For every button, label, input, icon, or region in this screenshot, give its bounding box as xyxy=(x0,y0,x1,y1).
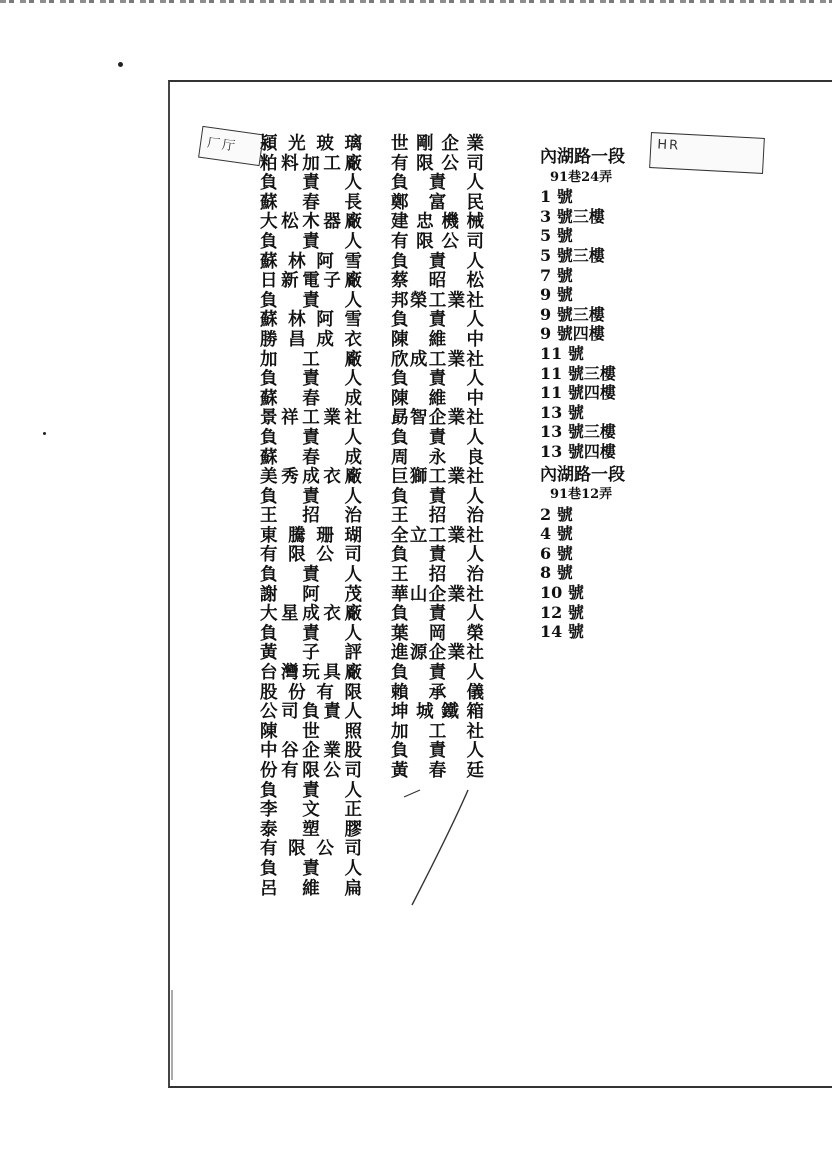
address-number: 9 號四樓 xyxy=(540,324,605,344)
business-line: 建 忠 機 械 xyxy=(391,212,484,233)
business-line: 蘇 春 成 xyxy=(260,388,362,409)
address-number: 14 號 xyxy=(540,622,584,642)
address-number: 4 號 xyxy=(540,524,573,544)
stamp-left: 厂厅 xyxy=(198,126,264,166)
business-line: 負 責 人 xyxy=(391,604,484,625)
business-line: 份 有 限 公 司 xyxy=(260,761,362,781)
business-line: 負 責 人 xyxy=(260,623,362,644)
business-line: 美 秀 成 衣 廠 xyxy=(260,467,362,488)
address-number: 13 號 xyxy=(540,402,584,422)
business-line: 負 責 人 xyxy=(391,310,484,331)
business-line: 黃 子 評 xyxy=(260,643,362,664)
business-line: 呂 維 扁 xyxy=(260,878,362,899)
business-line: 蘇 林 阿 雪 xyxy=(260,251,362,272)
address-number: 9 號三樓 xyxy=(540,304,605,324)
address-number: 6 號 xyxy=(540,543,573,563)
business-line: 勝 昌 成 衣 xyxy=(260,329,362,350)
business-line: 負 責 人 xyxy=(260,486,362,507)
business-line: 鄭 富 民 xyxy=(391,192,484,213)
business-line: 景 祥 工 業 社 xyxy=(260,408,362,429)
business-line: 負 責 人 xyxy=(391,173,484,194)
business-line: 負 責 人 xyxy=(260,565,362,586)
business-line: 陳 維 中 xyxy=(391,388,484,409)
business-line: 李 文 正 xyxy=(260,800,362,821)
lane-name: 91巷12弄 xyxy=(550,487,613,503)
business-line: 負 責 人 xyxy=(391,427,484,448)
business-line: 謝 阿 茂 xyxy=(260,584,362,605)
stamp-right: HR xyxy=(649,132,765,174)
business-line: 負 責 人 xyxy=(260,369,362,390)
address-number: 1 號 xyxy=(540,187,573,207)
business-line: 蘇 林 阿 雪 xyxy=(260,310,362,331)
address-number: 8 號 xyxy=(540,563,573,583)
business-line: 負 責 人 xyxy=(391,486,484,507)
road-name: 內湖路一段 xyxy=(540,147,625,167)
business-line: 負 責 人 xyxy=(260,290,362,311)
business-line: 加 工 社 xyxy=(391,721,484,742)
business-line: 蔡 昭 松 xyxy=(391,271,484,292)
address-number: 5 號三樓 xyxy=(540,245,605,265)
scan-speck xyxy=(43,432,46,435)
business-line: 負 責 人 xyxy=(391,741,484,762)
business-line: 有 限 公 司 xyxy=(391,231,484,252)
scan-edge xyxy=(0,0,832,3)
address-number: 3 號三樓 xyxy=(540,206,605,226)
business-line: 陳 維 中 xyxy=(391,329,484,350)
address-number: 10 號 xyxy=(540,583,584,603)
business-line: 周 永 良 xyxy=(391,447,484,468)
business-line: 負 責 人 xyxy=(391,545,484,566)
business-line: 進 源 企 業 社 xyxy=(391,643,484,664)
business-line: 王 招 治 xyxy=(391,506,484,527)
scan-speck xyxy=(118,62,123,67)
business-line: 東 騰 珊 瑚 xyxy=(260,525,362,546)
column-b-businesses xyxy=(391,135,484,782)
business-line: 負 責 人 xyxy=(260,858,362,879)
business-line: 王 招 治 xyxy=(391,565,484,586)
business-line: 巨 獅 工 業 社 xyxy=(391,467,484,488)
address-number: 2 號 xyxy=(540,504,573,524)
business-line: 有 限 公 司 xyxy=(260,839,362,860)
business-line: 大 松 木 器 廠 xyxy=(260,212,362,233)
address-number: 11 號三樓 xyxy=(540,363,616,383)
address-number: 11 號 xyxy=(540,343,584,363)
business-line: 大 星 成 衣 廠 xyxy=(260,604,362,625)
business-line: 泰 塑 膠 xyxy=(260,819,362,840)
business-line: 賴 承 儀 xyxy=(391,682,484,703)
business-line: 股 份 有 限 xyxy=(260,682,362,703)
business-line: 世 剛 企 業 xyxy=(391,134,484,154)
business-line: 欣 成 工 業 社 xyxy=(391,349,484,370)
column-a-businesses xyxy=(260,135,362,899)
business-line: 公 司 負 責 人 xyxy=(260,702,362,723)
business-line: 負 責 人 xyxy=(260,231,362,252)
business-line: 有 限 公 司 xyxy=(391,153,484,174)
address-number: 12 號 xyxy=(540,602,584,622)
address-number: 7 號 xyxy=(540,265,573,285)
address-number: 9 號 xyxy=(540,285,573,305)
lane-name: 91巷24弄 xyxy=(550,169,613,185)
business-line: 勗 智 企 業 社 xyxy=(391,408,484,429)
business-line: 邦 榮 工 業 社 xyxy=(391,290,484,311)
business-line: 坤 城 鐵 箱 xyxy=(391,702,484,723)
business-line: 負 責 人 xyxy=(260,173,362,194)
business-line: 負 責 人 xyxy=(391,663,484,684)
business-line: 陳 世 照 xyxy=(260,721,362,742)
business-line: 負 責 人 xyxy=(391,251,484,272)
business-line: 全 立 工 業 社 xyxy=(391,525,484,546)
business-line: 負 責 人 xyxy=(391,369,484,390)
address-number: 5 號 xyxy=(540,226,573,246)
business-line: 潁 光 玻 璃 xyxy=(260,134,362,154)
column-c-addresses xyxy=(540,148,650,642)
business-line: 加 工 廠 xyxy=(260,349,362,370)
business-line: 台 灣 玩 具 廠 xyxy=(260,663,362,684)
business-line: 蘇 春 長 xyxy=(260,192,362,213)
business-line: 王 招 治 xyxy=(260,506,362,527)
address-number: 11 號四樓 xyxy=(540,383,616,403)
business-line: 華 山 企 業 社 xyxy=(391,584,484,605)
business-line: 葉 岡 榮 xyxy=(391,623,484,644)
business-line: 黃 春 廷 xyxy=(391,761,484,781)
business-line: 中 谷 企 業 股 xyxy=(260,741,362,762)
business-line: 負 責 人 xyxy=(260,780,362,801)
business-line: 蘇 春 成 xyxy=(260,447,362,468)
road-name: 內湖路一段 xyxy=(540,464,625,485)
business-line: 有 限 公 司 xyxy=(260,545,362,566)
business-line: 日 新 電 子 廠 xyxy=(260,271,362,292)
business-line: 粕 料 加 工 廠 xyxy=(260,153,362,174)
address-number: 13 號四樓 xyxy=(540,441,616,461)
business-line: 負 責 人 xyxy=(260,427,362,448)
address-number: 13 號三樓 xyxy=(540,422,616,442)
